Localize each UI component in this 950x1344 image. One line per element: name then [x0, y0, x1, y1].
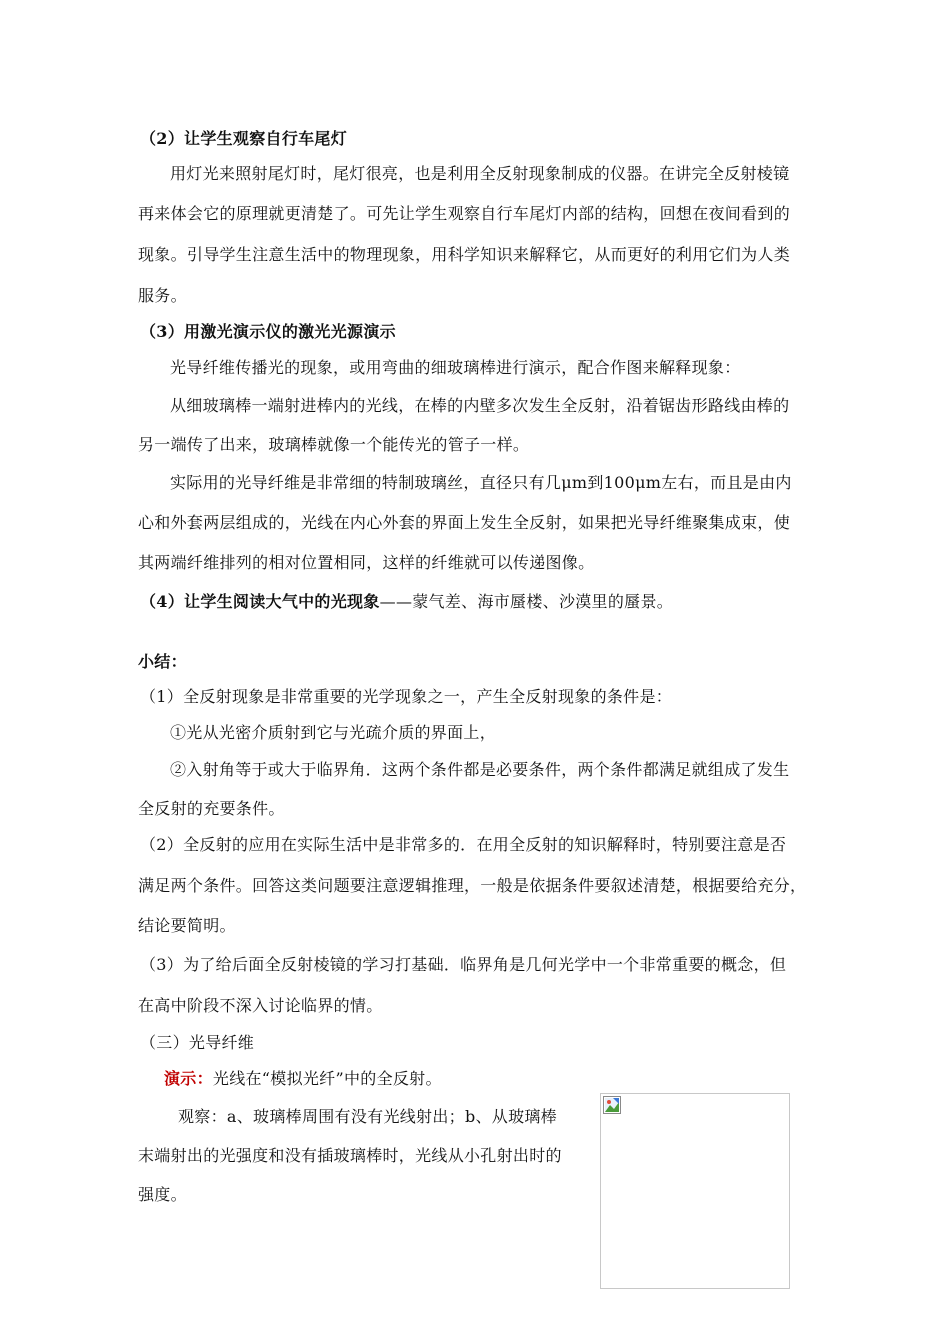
paragraph-line: 在高中阶段不深入讨论临界的情。: [138, 996, 383, 1015]
paragraph-line: 从细玻璃棒一端射进棒内的光线，在棒的内壁多次发生全反射，沿着锯齿形路线由棒的: [170, 396, 790, 415]
section-4-heading: [140, 590, 673, 614]
demo-line: [164, 1067, 442, 1091]
section-2-heading: （2）让学生观察自行车尾灯: [140, 129, 348, 148]
paragraph-line: 其两端纤维排列的相对位置相同，这样的纤维就可以传递图像。: [138, 553, 595, 572]
paragraph-line: 全反射的充要条件。: [138, 799, 285, 818]
observe-line: 观察：a、玻璃棒周围有没有光线射出；b、从玻璃棒: [178, 1107, 557, 1126]
paragraph-line: 光导纤维传播光的现象，或用弯曲的细玻璃棒进行演示，配合作图来解释现象：: [170, 358, 741, 377]
paragraph-line: 心和外套两层组成的，光线在内心外套的界面上发生全反射，如果把光导纤维聚集成束，使: [138, 513, 791, 532]
broken-image-icon: [603, 1096, 621, 1114]
part-3-heading: （三）光导纤维: [140, 1033, 255, 1052]
section-4-heading-rest: ——蒙气差、海市蜃楼、沙漠里的蜃景。: [379, 592, 674, 611]
section-3-heading: （3）用激光演示仪的激光光源演示: [140, 322, 396, 341]
paragraph-line: 满足两个条件。回答这类问题要注意逻辑推理，一般是依据条件要叙述清楚，根据要给充分，: [138, 876, 807, 895]
paragraph-line: 服务。: [138, 286, 187, 305]
paragraph-line: 另一端传了出来，玻璃棒就像一个能传光的管子一样。: [138, 435, 530, 454]
paragraph-line: 现象。引导学生注意生活中的物理现象，用科学知识来解释它，从而更好的利用它们为人类: [138, 245, 791, 264]
paragraph-line: 末端射出的光强度和没有插玻璃棒时，光线从小孔射出时的: [138, 1146, 562, 1165]
paragraph-line: 结论要简明。: [138, 916, 236, 935]
image-placeholder: [600, 1093, 790, 1289]
demo-label: 演示：: [164, 1069, 213, 1088]
summary-condition-1: ①光从光密介质射到它与光疏介质的界面上，: [170, 723, 497, 742]
demo-text: 光线在“模拟光纤”中的全反射。: [212, 1069, 442, 1088]
paragraph-line: 强度。: [138, 1185, 187, 1204]
summary-item-3: （3）为了给后面全反射棱镜的学习打基础．临界角是几何光学中一个非常重要的概念，但: [140, 955, 787, 974]
section-4-heading-bold: （4）让学生阅读大气中的光现象: [140, 592, 380, 611]
paragraph-line: 再来体会它的原理就更清楚了。可先让学生观察自行车尾灯内部的结构，回想在夜间看到的: [138, 204, 791, 223]
summary-title: 小结：: [138, 652, 187, 671]
summary-item-2: （2）全反射的应用在实际生活中是非常多的．在用全反射的知识解释时，特别要注意是否: [140, 835, 787, 854]
summary-item-1: （1）全反射现象是非常重要的光学现象之一，产生全反射现象的条件是：: [140, 687, 673, 706]
summary-condition-2: ②入射角等于或大于临界角．这两个条件都是必要条件，两个条件都满足就组成了发生: [170, 760, 790, 779]
paragraph-line: 实际用的光导纤维是非常细的特制玻璃丝，直径只有几μm到100μm左右，而且是由内: [170, 473, 792, 492]
paragraph-line: 用灯光来照射尾灯时，尾灯很亮，也是利用全反射现象制成的仪器。在讲完全反射棱镜: [170, 164, 790, 183]
